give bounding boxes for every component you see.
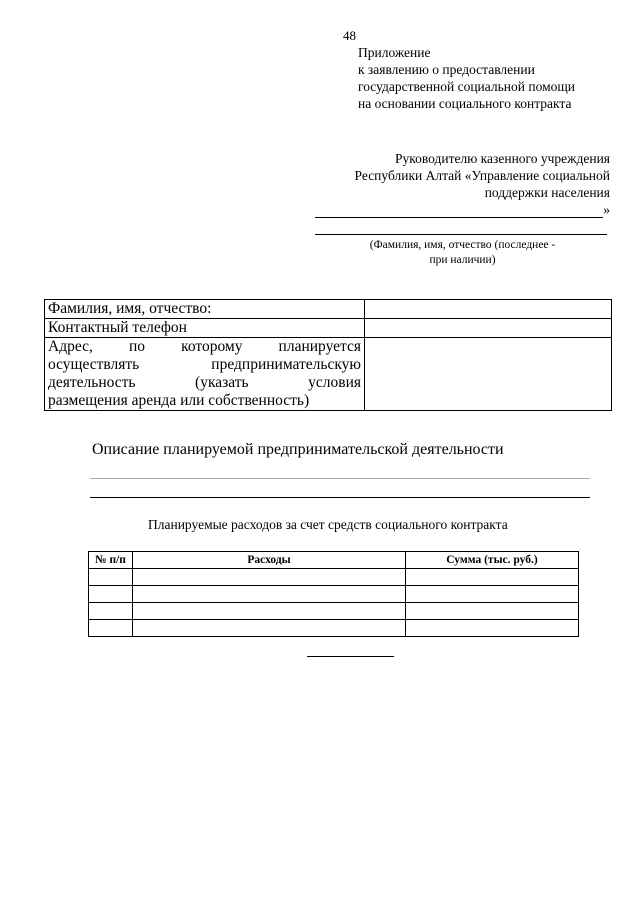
table-cell[interactable] <box>89 603 133 620</box>
table-cell[interactable] <box>133 603 406 620</box>
applicant-info-table <box>44 299 612 411</box>
full-name-label: Фамилия, имя, отчество: <box>45 300 365 319</box>
closing-rule <box>307 656 394 657</box>
table-cell[interactable] <box>133 620 406 637</box>
column-header-expenses: Расходы <box>133 552 406 569</box>
table-cell[interactable] <box>89 586 133 603</box>
address-label-line: размещения аренда или собственность) <box>48 392 310 409</box>
address-label-line: деятельность (указать условия <box>48 374 361 391</box>
addressee-line: Республики Алтай «Управление социальной <box>354 168 610 183</box>
address-label-line: Адрес, по которому планируется <box>48 338 361 355</box>
expenses-table <box>88 551 579 637</box>
table-row <box>89 620 579 637</box>
table-cell[interactable] <box>133 586 406 603</box>
full-name-value[interactable] <box>365 300 612 319</box>
appendix-line: на основании социального контракта <box>358 96 572 111</box>
addressee-blank[interactable] <box>315 203 603 218</box>
table-row <box>45 300 612 319</box>
addressee-block <box>280 150 610 218</box>
appendix-header <box>358 44 575 112</box>
caption-line: при наличии) <box>429 254 496 266</box>
table-row <box>89 603 579 620</box>
table-cell[interactable] <box>406 620 579 637</box>
addressee-line: Руководителю казенного учреждения <box>394 151 610 166</box>
table-cell[interactable] <box>133 569 406 586</box>
addressee-closing-quote: » <box>603 202 610 217</box>
applicant-name-line[interactable] <box>315 234 607 235</box>
caption-line: (Фамилия, имя, отчество (последнее - <box>369 239 556 251</box>
table-cell[interactable] <box>406 603 579 620</box>
appendix-line: государственной социальной помощи <box>358 79 575 94</box>
column-header-amount: Сумма (тыс. руб.) <box>406 552 579 569</box>
appendix-line: Приложение <box>358 45 431 60</box>
page-number: 48 <box>343 28 356 43</box>
business-address-label <box>45 338 365 411</box>
table-row <box>89 569 579 586</box>
column-header-number: № п/п <box>89 552 133 569</box>
table-row <box>45 319 612 338</box>
business-address-value[interactable] <box>365 338 612 411</box>
phone-label: Контактный телефон <box>45 319 365 338</box>
description-line[interactable] <box>90 478 590 479</box>
table-cell[interactable] <box>89 620 133 637</box>
phone-value[interactable] <box>365 319 612 338</box>
table-header-row <box>89 552 579 569</box>
applicant-name-caption <box>330 238 595 268</box>
description-line[interactable] <box>90 497 590 498</box>
table-cell[interactable] <box>89 569 133 586</box>
addressee-fill-line <box>280 201 610 218</box>
appendix-line: к заявлению о предоставлении <box>358 62 535 77</box>
addressee-line: поддержки населения <box>484 185 610 200</box>
table-cell[interactable] <box>406 586 579 603</box>
expenses-title: Планируемые расходов за счет средств социального контракта <box>148 517 508 532</box>
address-label-line: осуществлять предпринимательскую <box>48 356 361 373</box>
business-description-title: Описание планируемой предпринимательской деятельности <box>92 441 504 458</box>
table-row <box>45 338 612 411</box>
table-cell[interactable] <box>406 569 579 586</box>
table-row <box>89 586 579 603</box>
